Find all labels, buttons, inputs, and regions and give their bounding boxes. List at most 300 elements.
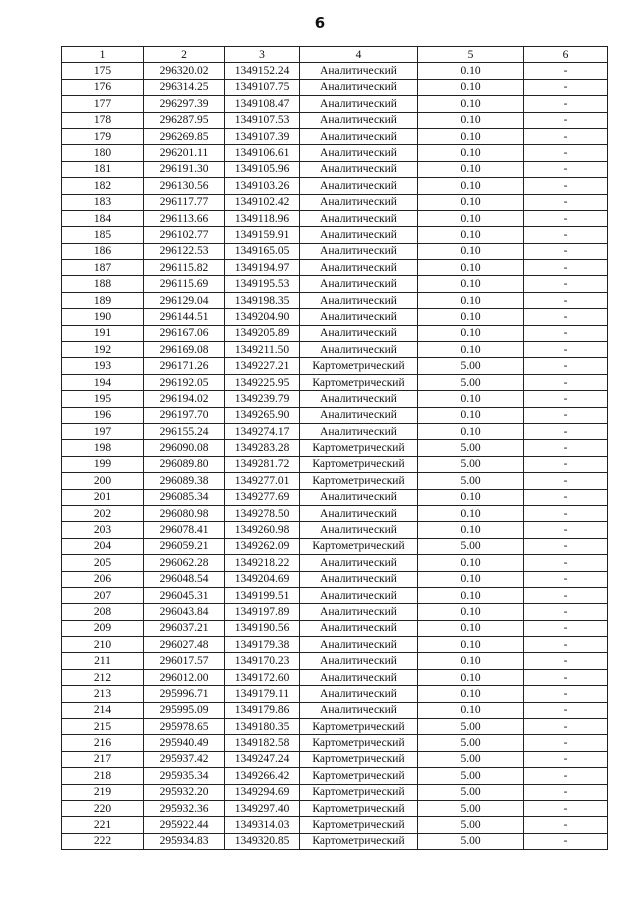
- point-number-cell: 196: [62, 407, 144, 423]
- note-cell: -: [524, 243, 608, 259]
- point-number-cell: 192: [62, 342, 144, 358]
- method-cell: Аналитический: [300, 587, 418, 603]
- point-number-cell: 185: [62, 227, 144, 243]
- accuracy-cell: 5.00: [418, 800, 524, 816]
- point-number-cell: 183: [62, 194, 144, 210]
- y-coordinate-cell: 1349159.91: [225, 227, 300, 243]
- note-cell: -: [524, 358, 608, 374]
- y-coordinate-cell: 1349278.50: [225, 505, 300, 521]
- point-number-cell: 203: [62, 522, 144, 538]
- y-coordinate-cell: 1349314.03: [225, 817, 300, 833]
- note-cell: -: [524, 604, 608, 620]
- accuracy-cell: 5.00: [418, 538, 524, 554]
- accuracy-cell: 0.10: [418, 260, 524, 276]
- y-coordinate-cell: 1349260.98: [225, 522, 300, 538]
- note-cell: -: [524, 522, 608, 538]
- note-cell: -: [524, 702, 608, 718]
- table-row: [62, 96, 608, 112]
- method-cell: Картометрический: [300, 735, 418, 751]
- y-coordinate-cell: 1349105.96: [225, 161, 300, 177]
- table-row: [62, 243, 608, 259]
- x-coordinate-cell: 296089.80: [144, 456, 225, 472]
- accuracy-cell: 0.10: [418, 112, 524, 128]
- table-body: [62, 63, 608, 850]
- y-coordinate-cell: 1349179.86: [225, 702, 300, 718]
- x-coordinate-cell: 296059.21: [144, 538, 225, 554]
- note-cell: -: [524, 309, 608, 325]
- accuracy-cell: 5.00: [418, 751, 524, 767]
- point-number-cell: 195: [62, 391, 144, 407]
- point-number-cell: 177: [62, 96, 144, 112]
- accuracy-cell: 0.10: [418, 587, 524, 603]
- table-row: [62, 178, 608, 194]
- table-row: [62, 63, 608, 79]
- accuracy-cell: 5.00: [418, 374, 524, 390]
- y-coordinate-cell: 1349199.51: [225, 587, 300, 603]
- point-number-cell: 214: [62, 702, 144, 718]
- note-cell: -: [524, 620, 608, 636]
- x-coordinate-cell: 296115.82: [144, 260, 225, 276]
- method-cell: Аналитический: [300, 555, 418, 571]
- y-coordinate-cell: 1349107.39: [225, 128, 300, 144]
- x-coordinate-cell: 296201.11: [144, 145, 225, 161]
- note-cell: -: [524, 374, 608, 390]
- x-coordinate-cell: 296122.53: [144, 243, 225, 259]
- accuracy-cell: 0.10: [418, 79, 524, 95]
- note-cell: -: [524, 292, 608, 308]
- y-coordinate-cell: 1349294.69: [225, 784, 300, 800]
- accuracy-cell: 0.10: [418, 178, 524, 194]
- point-number-cell: 202: [62, 505, 144, 521]
- point-number-cell: 188: [62, 276, 144, 292]
- method-cell: Аналитический: [300, 161, 418, 177]
- point-number-cell: 189: [62, 292, 144, 308]
- note-cell: -: [524, 178, 608, 194]
- x-coordinate-cell: 296027.48: [144, 637, 225, 653]
- method-cell: Аналитический: [300, 128, 418, 144]
- point-number-cell: 182: [62, 178, 144, 194]
- y-coordinate-cell: 1349204.69: [225, 571, 300, 587]
- x-coordinate-cell: 296037.21: [144, 620, 225, 636]
- x-coordinate-cell: 296287.95: [144, 112, 225, 128]
- note-cell: -: [524, 587, 608, 603]
- table-row: [62, 407, 608, 423]
- table-row: [62, 784, 608, 800]
- x-coordinate-cell: 296102.77: [144, 227, 225, 243]
- accuracy-cell: 0.10: [418, 505, 524, 521]
- note-cell: -: [524, 161, 608, 177]
- x-coordinate-cell: 296297.39: [144, 96, 225, 112]
- table-row: [62, 128, 608, 144]
- point-number-cell: 217: [62, 751, 144, 767]
- point-number-cell: 205: [62, 555, 144, 571]
- method-cell: Аналитический: [300, 145, 418, 161]
- note-cell: -: [524, 227, 608, 243]
- table-row: [62, 686, 608, 702]
- table-row: [62, 571, 608, 587]
- table-row: [62, 800, 608, 816]
- note-cell: -: [524, 456, 608, 472]
- point-number-cell: 181: [62, 161, 144, 177]
- x-coordinate-cell: 296113.66: [144, 210, 225, 226]
- point-number-cell: 216: [62, 735, 144, 751]
- x-coordinate-cell: 296117.77: [144, 194, 225, 210]
- note-cell: -: [524, 637, 608, 653]
- x-coordinate-cell: 295935.34: [144, 768, 225, 784]
- accuracy-cell: 0.10: [418, 292, 524, 308]
- method-cell: Картометрический: [300, 719, 418, 735]
- note-cell: -: [524, 751, 608, 767]
- x-coordinate-cell: 296078.41: [144, 522, 225, 538]
- note-cell: -: [524, 489, 608, 505]
- accuracy-cell: 0.10: [418, 96, 524, 112]
- method-cell: Картометрический: [300, 374, 418, 390]
- table-row: [62, 555, 608, 571]
- point-number-cell: 184: [62, 210, 144, 226]
- y-coordinate-cell: 1349198.35: [225, 292, 300, 308]
- y-coordinate-cell: 1349103.26: [225, 178, 300, 194]
- method-cell: Аналитический: [300, 686, 418, 702]
- point-number-cell: 204: [62, 538, 144, 554]
- y-coordinate-cell: 1349266.42: [225, 768, 300, 784]
- point-number-cell: 193: [62, 358, 144, 374]
- method-cell: Аналитический: [300, 342, 418, 358]
- x-coordinate-cell: 296191.30: [144, 161, 225, 177]
- column-header: 4: [300, 47, 418, 63]
- accuracy-cell: 0.10: [418, 669, 524, 685]
- x-coordinate-cell: 296130.56: [144, 178, 225, 194]
- method-cell: Аналитический: [300, 522, 418, 538]
- x-coordinate-cell: 296197.70: [144, 407, 225, 423]
- table-row: [62, 391, 608, 407]
- note-cell: -: [524, 325, 608, 341]
- method-cell: Картометрический: [300, 784, 418, 800]
- method-cell: Аналитический: [300, 325, 418, 341]
- table-row: [62, 751, 608, 767]
- x-coordinate-cell: 295934.83: [144, 833, 225, 849]
- x-coordinate-cell: 296089.38: [144, 473, 225, 489]
- y-coordinate-cell: 1349239.79: [225, 391, 300, 407]
- accuracy-cell: 0.10: [418, 342, 524, 358]
- x-coordinate-cell: 295932.20: [144, 784, 225, 800]
- y-coordinate-cell: 1349204.90: [225, 309, 300, 325]
- accuracy-cell: 0.10: [418, 686, 524, 702]
- accuracy-cell: 5.00: [418, 735, 524, 751]
- note-cell: -: [524, 423, 608, 439]
- table-row: [62, 374, 608, 390]
- note-cell: -: [524, 800, 608, 816]
- x-coordinate-cell: 296192.05: [144, 374, 225, 390]
- point-number-cell: 175: [62, 63, 144, 79]
- accuracy-cell: 0.10: [418, 243, 524, 259]
- method-cell: Аналитический: [300, 79, 418, 95]
- accuracy-cell: 0.10: [418, 604, 524, 620]
- method-cell: Картометрический: [300, 817, 418, 833]
- point-number-cell: 222: [62, 833, 144, 849]
- method-cell: Аналитический: [300, 227, 418, 243]
- point-number-cell: 219: [62, 784, 144, 800]
- x-coordinate-cell: 296017.57: [144, 653, 225, 669]
- point-number-cell: 221: [62, 817, 144, 833]
- method-cell: Аналитический: [300, 309, 418, 325]
- accuracy-cell: 0.10: [418, 325, 524, 341]
- method-cell: Аналитический: [300, 96, 418, 112]
- method-cell: Аналитический: [300, 653, 418, 669]
- y-coordinate-cell: 1349194.97: [225, 260, 300, 276]
- method-cell: Картометрический: [300, 538, 418, 554]
- method-cell: Аналитический: [300, 669, 418, 685]
- method-cell: Аналитический: [300, 604, 418, 620]
- table-row: [62, 276, 608, 292]
- x-coordinate-cell: 295995.09: [144, 702, 225, 718]
- point-number-cell: 194: [62, 374, 144, 390]
- x-coordinate-cell: 295978.65: [144, 719, 225, 735]
- x-coordinate-cell: 295922.44: [144, 817, 225, 833]
- note-cell: -: [524, 784, 608, 800]
- table-row: [62, 538, 608, 554]
- x-coordinate-cell: 296169.08: [144, 342, 225, 358]
- x-coordinate-cell: 296080.98: [144, 505, 225, 521]
- point-number-cell: 180: [62, 145, 144, 161]
- x-coordinate-cell: 295932.36: [144, 800, 225, 816]
- x-coordinate-cell: 296115.69: [144, 276, 225, 292]
- method-cell: Аналитический: [300, 702, 418, 718]
- accuracy-cell: 5.00: [418, 456, 524, 472]
- y-coordinate-cell: 1349152.24: [225, 63, 300, 79]
- y-coordinate-cell: 1349297.40: [225, 800, 300, 816]
- table-row: [62, 505, 608, 521]
- table-row: [62, 260, 608, 276]
- point-number-cell: 198: [62, 440, 144, 456]
- accuracy-cell: 0.10: [418, 555, 524, 571]
- y-coordinate-cell: 1349225.95: [225, 374, 300, 390]
- table-row: [62, 358, 608, 374]
- point-number-cell: 210: [62, 637, 144, 653]
- accuracy-cell: 0.10: [418, 423, 524, 439]
- accuracy-cell: 5.00: [418, 784, 524, 800]
- method-cell: Картометрический: [300, 751, 418, 767]
- note-cell: -: [524, 735, 608, 751]
- x-coordinate-cell: 295937.42: [144, 751, 225, 767]
- table-row: [62, 342, 608, 358]
- y-coordinate-cell: 1349274.17: [225, 423, 300, 439]
- point-number-cell: 206: [62, 571, 144, 587]
- x-coordinate-cell: 296048.54: [144, 571, 225, 587]
- point-number-cell: 190: [62, 309, 144, 325]
- accuracy-cell: 5.00: [418, 358, 524, 374]
- note-cell: -: [524, 128, 608, 144]
- table-row: [62, 325, 608, 341]
- table-row: [62, 292, 608, 308]
- method-cell: Аналитический: [300, 112, 418, 128]
- accuracy-cell: 0.10: [418, 210, 524, 226]
- note-cell: -: [524, 686, 608, 702]
- note-cell: -: [524, 145, 608, 161]
- y-coordinate-cell: 1349118.96: [225, 210, 300, 226]
- note-cell: -: [524, 538, 608, 554]
- x-coordinate-cell: 296314.25: [144, 79, 225, 95]
- column-header: 3: [225, 47, 300, 63]
- note-cell: -: [524, 571, 608, 587]
- point-number-cell: 191: [62, 325, 144, 341]
- method-cell: Картометрический: [300, 456, 418, 472]
- table-row: [62, 735, 608, 751]
- method-cell: Аналитический: [300, 407, 418, 423]
- y-coordinate-cell: 1349277.01: [225, 473, 300, 489]
- y-coordinate-cell: 1349180.35: [225, 719, 300, 735]
- accuracy-cell: 5.00: [418, 719, 524, 735]
- y-coordinate-cell: 1349102.42: [225, 194, 300, 210]
- point-number-cell: 215: [62, 719, 144, 735]
- accuracy-cell: 5.00: [418, 473, 524, 489]
- method-cell: Аналитический: [300, 260, 418, 276]
- y-coordinate-cell: 1349172.60: [225, 669, 300, 685]
- note-cell: -: [524, 276, 608, 292]
- y-coordinate-cell: 1349320.85: [225, 833, 300, 849]
- accuracy-cell: 5.00: [418, 768, 524, 784]
- point-number-cell: 178: [62, 112, 144, 128]
- x-coordinate-cell: 296012.00: [144, 669, 225, 685]
- y-coordinate-cell: 1349179.38: [225, 637, 300, 653]
- point-number-cell: 200: [62, 473, 144, 489]
- x-coordinate-cell: 296155.24: [144, 423, 225, 439]
- accuracy-cell: 0.10: [418, 522, 524, 538]
- table-row: [62, 161, 608, 177]
- coordinates-table: [61, 46, 608, 850]
- accuracy-cell: 0.10: [418, 637, 524, 653]
- method-cell: Аналитический: [300, 178, 418, 194]
- x-coordinate-cell: 295996.71: [144, 686, 225, 702]
- table-row: [62, 473, 608, 489]
- accuracy-cell: 0.10: [418, 276, 524, 292]
- method-cell: Картометрический: [300, 473, 418, 489]
- method-cell: Аналитический: [300, 571, 418, 587]
- method-cell: Картометрический: [300, 440, 418, 456]
- accuracy-cell: 0.10: [418, 702, 524, 718]
- note-cell: -: [524, 96, 608, 112]
- note-cell: -: [524, 719, 608, 735]
- y-coordinate-cell: 1349283.28: [225, 440, 300, 456]
- table-row: [62, 112, 608, 128]
- method-cell: Картометрический: [300, 768, 418, 784]
- note-cell: -: [524, 817, 608, 833]
- table-row: [62, 604, 608, 620]
- note-cell: -: [524, 194, 608, 210]
- y-coordinate-cell: 1349107.75: [225, 79, 300, 95]
- y-coordinate-cell: 1349195.53: [225, 276, 300, 292]
- table-row: [62, 79, 608, 95]
- y-coordinate-cell: 1349265.90: [225, 407, 300, 423]
- accuracy-cell: 0.10: [418, 161, 524, 177]
- note-cell: -: [524, 768, 608, 784]
- accuracy-cell: 0.10: [418, 391, 524, 407]
- note-cell: -: [524, 653, 608, 669]
- note-cell: -: [524, 63, 608, 79]
- note-cell: -: [524, 260, 608, 276]
- table-row: [62, 637, 608, 653]
- note-cell: -: [524, 112, 608, 128]
- accuracy-cell: 0.10: [418, 309, 524, 325]
- y-coordinate-cell: 1349107.53: [225, 112, 300, 128]
- point-number-cell: 207: [62, 587, 144, 603]
- point-number-cell: 179: [62, 128, 144, 144]
- x-coordinate-cell: 296144.51: [144, 309, 225, 325]
- column-header: 6: [524, 47, 608, 63]
- note-cell: -: [524, 669, 608, 685]
- note-cell: -: [524, 473, 608, 489]
- method-cell: Аналитический: [300, 63, 418, 79]
- method-cell: Аналитический: [300, 423, 418, 439]
- point-number-cell: 209: [62, 620, 144, 636]
- accuracy-cell: 0.10: [418, 145, 524, 161]
- note-cell: -: [524, 440, 608, 456]
- y-coordinate-cell: 1349205.89: [225, 325, 300, 341]
- table-row: [62, 817, 608, 833]
- y-coordinate-cell: 1349190.56: [225, 620, 300, 636]
- page-number: 6: [314, 14, 326, 32]
- accuracy-cell: 0.10: [418, 194, 524, 210]
- table-header-row: [62, 47, 608, 63]
- accuracy-cell: 0.10: [418, 489, 524, 505]
- accuracy-cell: 0.10: [418, 227, 524, 243]
- y-coordinate-cell: 1349179.11: [225, 686, 300, 702]
- x-coordinate-cell: 296320.02: [144, 63, 225, 79]
- y-coordinate-cell: 1349211.50: [225, 342, 300, 358]
- table-row: [62, 768, 608, 784]
- x-coordinate-cell: 296269.85: [144, 128, 225, 144]
- x-coordinate-cell: 296045.31: [144, 587, 225, 603]
- table-row: [62, 456, 608, 472]
- method-cell: Картометрический: [300, 358, 418, 374]
- accuracy-cell: 0.10: [418, 63, 524, 79]
- accuracy-cell: 0.10: [418, 407, 524, 423]
- table-row: [62, 309, 608, 325]
- method-cell: Аналитический: [300, 489, 418, 505]
- note-cell: -: [524, 555, 608, 571]
- table-row: [62, 194, 608, 210]
- x-coordinate-cell: 295940.49: [144, 735, 225, 751]
- note-cell: -: [524, 79, 608, 95]
- table-row: [62, 227, 608, 243]
- table-row: [62, 620, 608, 636]
- accuracy-cell: 5.00: [418, 817, 524, 833]
- y-coordinate-cell: 1349170.23: [225, 653, 300, 669]
- note-cell: -: [524, 210, 608, 226]
- point-number-cell: 212: [62, 669, 144, 685]
- x-coordinate-cell: 296085.34: [144, 489, 225, 505]
- note-cell: -: [524, 833, 608, 849]
- point-number-cell: 213: [62, 686, 144, 702]
- table-row: [62, 719, 608, 735]
- method-cell: Аналитический: [300, 194, 418, 210]
- accuracy-cell: 5.00: [418, 440, 524, 456]
- method-cell: Картометрический: [300, 833, 418, 849]
- column-header: 2: [144, 47, 225, 63]
- method-cell: Аналитический: [300, 637, 418, 653]
- x-coordinate-cell: 296090.08: [144, 440, 225, 456]
- y-coordinate-cell: 1349182.58: [225, 735, 300, 751]
- accuracy-cell: 0.10: [418, 128, 524, 144]
- column-header: 5: [418, 47, 524, 63]
- point-number-cell: 187: [62, 260, 144, 276]
- method-cell: Аналитический: [300, 292, 418, 308]
- accuracy-cell: 5.00: [418, 833, 524, 849]
- x-coordinate-cell: 296171.26: [144, 358, 225, 374]
- y-coordinate-cell: 1349197.89: [225, 604, 300, 620]
- y-coordinate-cell: 1349218.22: [225, 555, 300, 571]
- y-coordinate-cell: 1349227.21: [225, 358, 300, 374]
- accuracy-cell: 0.10: [418, 571, 524, 587]
